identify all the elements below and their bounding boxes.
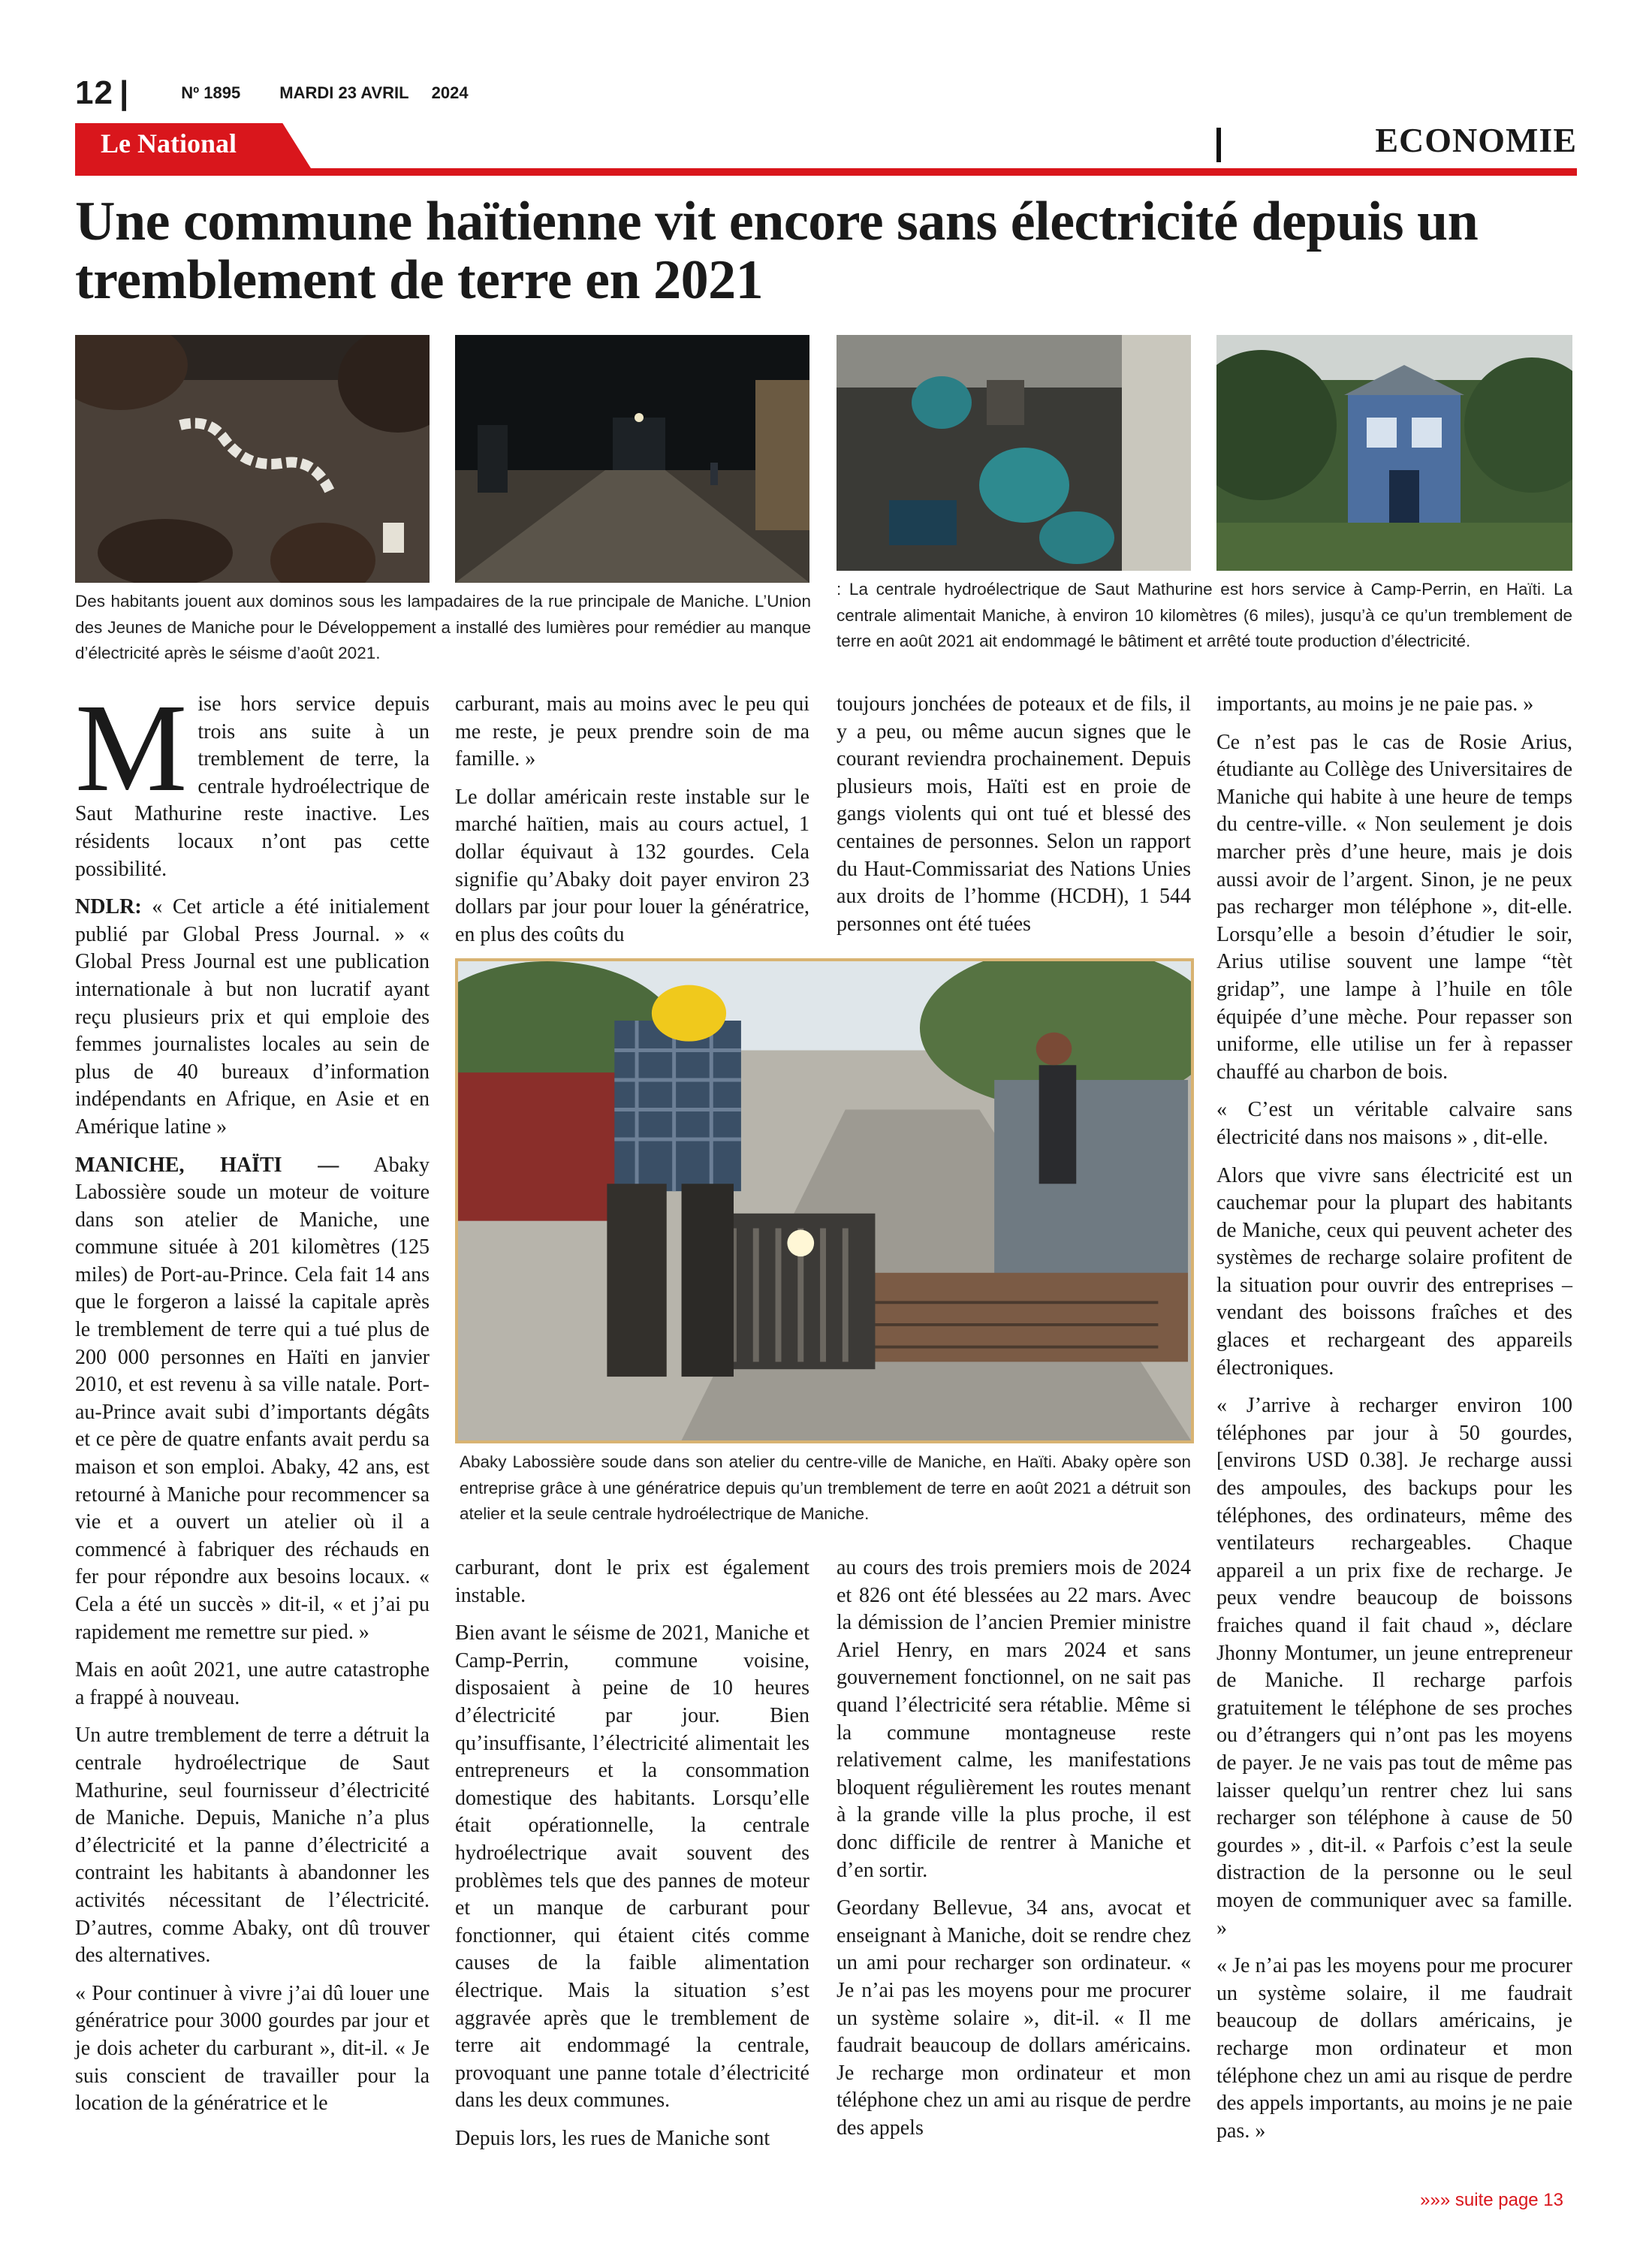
editor-note-label: NDLR: <box>75 895 142 919</box>
article-column-1 <box>75 678 430 2128</box>
photo-hydro-plant-interior <box>837 335 1191 571</box>
paragraph: Ce n’est pas le cas de Rosie Arius, étudiante au Collège des Universitaires de Maniche qui habite à une heure de temps du centre-ville. « Non seulement je dois marcher près d’une heure, mais je dois aussi avoir de l’argent. Sinon, je ne peux pas recharger mon téléphone », dit-elle. Lorsqu’elle a besoin d’étudier le soir, Arius utilise souvent une lampe “tèt gridap”, une lampe à l’huile en tôle équipée d’une mèche. Pour repasser son uniforme, elle utilise un fer à repasser chauffé au charbon de bois. <box>1216 730 1572 1084</box>
drop-cap: M <box>75 678 188 818</box>
paragraph: Bien avant le séisme de 2021, Maniche et Camp-Perrin, commune voisine, disposaient à peine de 10 heures d’électricité par jour. Bien qu’insuffisante, l’électricité alimentait les entrepreneurs et la consommation domestique des habitants. Lorsqu’elle était opérationnelle, la centrale hydroélectrique avait souvent des problèmes tels que des pannes de moteur et un manque de carburant pour fonctionner, qui étaient cités comme causes de la faible alimentation électrique. Mais la situation s’est aggravée après que le tremblement de terre ait endommagé la centrale, provoquant une panne totale d’électricité dans les deux communes. <box>455 1621 809 2113</box>
paragraph: carburant, mais au moins avec le peu qui me reste, je peux prendre soin de ma famille. » <box>455 692 809 771</box>
caption-dominos: Des habitants jouent aux dominos sous les lampadaires de la rue principale de Maniche. L’Union des Jeunes de Maniche pour le Développement a installé des lumières pour remédier au manque d’électricité après le séisme d’août 2021. <box>75 592 811 662</box>
paragraph: carburant, dont le prix est également instable. <box>455 1556 809 1607</box>
paragraph: toujours jonchées de poteaux et de fils, il y a peu, ou même aucun signes que le courant reviendra prochainement. Depuis plusieurs mois, Haïti est en proie de gangs violents qui ont tué et blessé des centaines de personnes. Selon un rapport du Haut-Commissariat des Nations Unies aux droits de l’homme (HCDH), 1 544 personnes ont été tuées <box>837 692 1191 936</box>
article-column-3-bottom <box>837 1555 1191 2152</box>
header-rule <box>75 168 1577 176</box>
paragraph <box>75 894 430 1141</box>
page-number: 12 <box>75 74 113 111</box>
brand-logo: Le National <box>101 128 237 158</box>
article-column-2-top <box>455 691 809 959</box>
paragraph: « Je n’ai pas les moyens pour me procurer un système solaire, il me faudrait beaucoup de dollars américains, je recharge mon ordinateur et mon téléphone chez un ami au risque de perdre des appels importants, au moins je ne paie pas. » <box>1216 1954 1572 2143</box>
paragraph: Un autre tremblement de terre a détruit la centrale hydroélectrique de Saut Mathurine, seul fournisseur d’électricité de Maniche. Depuis, Maniche n’a plus d’électricité et la panne d’électricité a contraint les habitants à abandonner les activités nécessitant de l’électricité. D’autres, comme Abaky, ont dû trouver des alternatives. <box>75 1724 430 1968</box>
dateline: MANICHE, HAÏTI — <box>75 1153 339 1177</box>
editor-note-text: « Cet article a été initialement publié par Global Press Journal. » « Global Press Journal est une publication internationale à but non lucratif ayant reçu plusieurs prix et qui emploie des femmes journalistes locales au sein de plus de 40 bureaux d’information indépendants en Afrique, en Asie et en Amérique latine » <box>75 895 430 1139</box>
paragraph: Mais en août 2021, une autre catastrophe a frappé à nouveau. <box>75 1658 430 1709</box>
caption-hydro-plant: : La centrale hydroélectrique de Saut Mathurine est hors service à Camp-Perrin, en Haïti. La centrale alimentait Maniche, à environ 10 kilomètres (6 miles), jusqu’à ce qu’un tremblement de terre en août 2021 ait endommagé le bâtiment et arrêté toute production d’électricité. <box>837 580 1572 650</box>
lead-text: ise hors service depuis trois ans suite à un tremblement de terre, la centrale hydroélectrique de Saut Mathurine reste inactive. Les résidents locaux n’ont pas cette possibilité. <box>75 692 430 881</box>
photo-hydro-plant-building <box>1216 335 1572 571</box>
photo-welder <box>455 958 1194 1443</box>
paragraph: « C’est un véritable calvaire sans électricité dans nos maisons » , dit-elle. <box>1216 1098 1572 1149</box>
photo-night-street <box>455 335 809 583</box>
paragraph: Alors que vivre sans électricité est un cauchemar pour la plupart des habitants de Maniche, ceux qui peuvent acheter des systèmes de recharge solaire profitent de la situation pour ouvrir des entreprises – vendant des boissons fraîches et des glaces et rechargeant des appareils électroniques. <box>1216 1163 1572 1380</box>
caption-welder: Abaky Labossière soude dans son atelier du centre-ville de Maniche, en Haïti. Abaky opère son entreprise grâce à une génératrice depuis qu’un tremblement de terre en août 2021 a détruit son atelier et la seule centrale hydroélectrique de Maniche. <box>460 1452 1191 1523</box>
paragraph-text: Abaky Labossière soude un moteur de voiture dans son atelier de Maniche, une commune située à 201 kilomètres (125 miles) de Port-au-Prince. Cela fait 14 ans que le forgeron a laissé la capitale après le tremblement de terre qui a tué plus de 200 000 personnes en Haïti en janvier 2010, et est revenu à sa ville natale. Port-au-Prince avait subi d’importants dégâts et ce père de quatre enfants avait perdu sa maison et son emploi. Abaky, 42 ans, est retourné à Maniche pour recommencer sa vie et a ouvert un atelier où il a commencé à fabriquer des réchauds en fer pour répondre aux besoins locaux. « Cela a été un succès » dit-il, « et j’ai pu rapidement me remettre sur pied. » <box>75 1153 430 1644</box>
issue-year: 2024 <box>431 83 469 102</box>
article-column-3-top <box>837 691 1191 949</box>
paragraph <box>75 1152 430 1647</box>
lead-paragraph <box>75 678 430 883</box>
page-number-separator: | <box>119 74 129 111</box>
article-title: Une commune haïtienne vit encore sans électricité depuis un tremblement de terre en 2021 <box>75 191 1479 311</box>
paragraph: « Pour continuer à vivre j’ai dû louer une génératrice pour 3000 gourdes par jour et je dois acheter du carburant », dit-il. « Je suis conscient de travailler pour la location de la génératrice et le <box>75 1981 430 2116</box>
article-column-2-bottom <box>455 1555 809 2163</box>
paragraph: Geordany Bellevue, 34 ans, avocat et enseignant à Maniche, doit se rendre chez un ami pour recharger son ordinateur. « Je n’ai pas les moyens pour me procurer un système solaire », dit-il. « Il me faudrait beaucoup de dollars américains. Je recharge mon ordinateur et mon téléphone chez un ami au risque de perdre des appels <box>837 1896 1191 2140</box>
continuation-link[interactable]: »»» suite page 13 <box>1420 2190 1563 2210</box>
section-separator <box>1216 128 1221 162</box>
paragraph: Le dollar américain reste instable sur le marché haïtien, mais au cours actuel, 1 dollar équivaut à 132 gourdes. Cela signifie qu’Abaky doit payer environ 23 dollars par jour pour louer la génératrice, en plus des coûts du <box>455 785 809 946</box>
photo-dominos <box>75 335 430 583</box>
paragraph: Depuis lors, les rues de Maniche sont <box>455 2126 770 2150</box>
article-column-4 <box>1216 691 1572 2155</box>
section-label: ECONOMIE <box>1375 121 1577 159</box>
page-header <box>75 72 508 114</box>
issue-number: Nº 1895 <box>181 83 241 102</box>
paragraph: importants, au moins je ne paie pas. » <box>1216 692 1534 716</box>
paragraph: « J’arrive à recharger environ 100 téléphones par jour à 50 gourdes, [environs USD 0.38]. Je recharge aussi des ampoules, des backups pour les téléphones, des ordinateurs, même des ventilateurs rechargeables. Chaque appareil a un prix fixe de recharge. Je peux vendre beaucoup de boissons fraiches quand il fait chaud », déclare Jhonny Montumer, un jeune entrepreneur de Maniche. Il recharge parfois gratuitement le téléphone de ses proches ou d’étrangers qui n’ont pas les moyens de payer. Je ne vais pas tout de même pas laisser quelqu’un rentrer chez lui sans recharger son téléphone à cause de 50 gourdes » , dit-il. « Parfois c’est la seule distraction de la personne ou le seul moyen de communiquer avec sa famille. » <box>1216 1394 1572 1940</box>
issue-date: MARDI 23 AVRIL <box>279 83 409 102</box>
paragraph: au cours des trois premiers mois de 2024 et 826 ont été blessées au 22 mars. Avec la démission de l’ancien Premier ministre Ariel Henry, en mars 2024 et sans gouvernement fonctionnel, on ne sait pas quand l’électricité sera rétablie. Même si la commune montagneuse reste relativement calme, les manifestations bloquent régulièrement les routes menant à la grande ville la plus proche, il est donc difficile de rentrer à Maniche et d’en sortir. <box>837 1556 1191 1882</box>
